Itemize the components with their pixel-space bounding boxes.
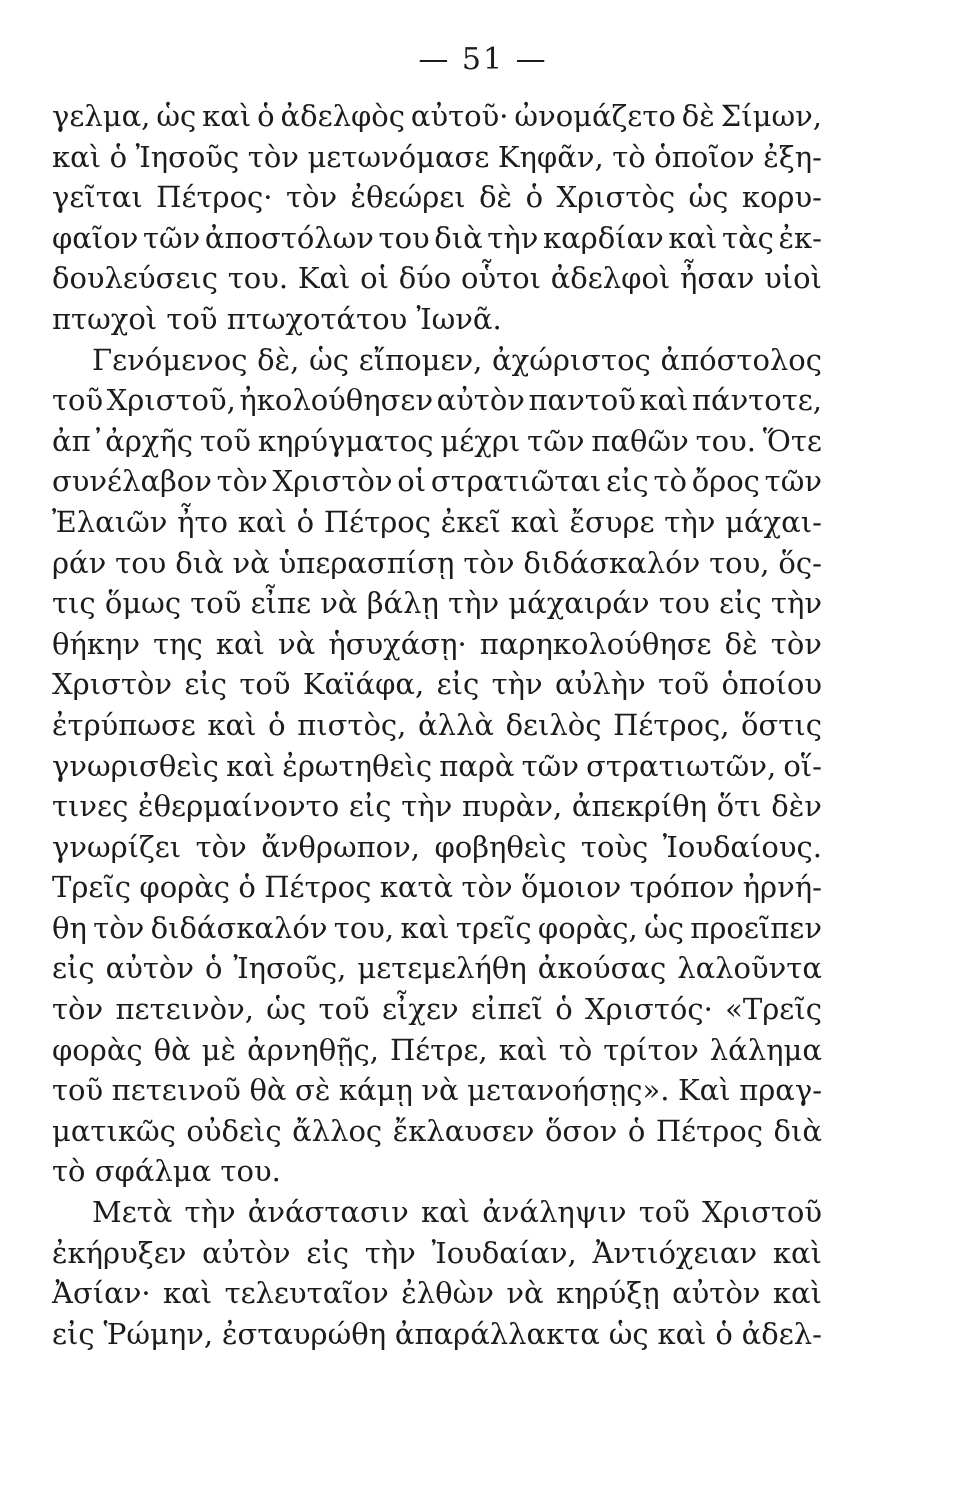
text-line: θήκην της καὶ νὰ ἡσυχάσῃ· παρηκολούθησε δὲ τὸν: [52, 626, 822, 661]
text-line: ἀπ᾽ἀρχῆς τοῦ κηρύγματος μέχρι τῶν παθῶν του. Ὅτε: [52, 423, 822, 458]
text-line: γνωρίζει τὸν ἄνθρωπον, φοβηθεὶς τοὺς Ἰουδαίους.: [52, 829, 822, 864]
text-line: τοῦ πετεινοῦ θὰ σὲ κάμῃ νὰ μετανοήσῃς». Καὶ πραγ-: [52, 1073, 822, 1108]
page-number: — 51 —: [418, 42, 548, 77]
text-line: θη τὸν διδάσκαλόν του, καὶ τρεῖς φορὰς, ὡς προεῖπεν: [52, 910, 822, 945]
text-line: τινες ἐθερμαίνοντο εἰς τὴν πυρὰν, ἀπεκρίθη ὅτι δὲν: [52, 789, 822, 824]
text-line: τὸ σφάλμα του.: [52, 1154, 281, 1189]
text-line: ματικῶς οὐδεὶς ἄλλος ἔκλαυσεν ὅσον ὁ Πέτρος διὰ: [52, 1113, 822, 1148]
text-line: Χριστὸν εἰς τοῦ Καϊάφα, εἰς τὴν αὐλὴν τοῦ ὁποίου: [52, 667, 822, 702]
text-line: τοῦ Χριστοῦ, ἠκολούθησεν αὐτὸν παντοῦ καὶ πάντοτε,: [52, 383, 822, 418]
text-line: τὸν πετεινὸν, ὡς τοῦ εἶχεν εἰπεῖ ὁ Χριστός· «Τρεῖς: [52, 992, 822, 1027]
text-line: γνωρισθεὶς καὶ ἐρωτηθεὶς παρὰ τῶν στρατιωτῶν, οἵ-: [52, 748, 822, 783]
text-line: δουλεύσεις του. Καὶ οἱ δύο οὗτοι ἀδελφοὶ ἦσαν υἱοὶ: [52, 261, 822, 296]
text-line: πτωχοὶ τοῦ πτωχοτάτου Ἰωνᾶ.: [52, 301, 502, 336]
text-line: ἐκήρυξεν αὐτὸν εἰς τὴν Ἰουδαίαν, Ἀντιόχειαν καὶ: [52, 1235, 822, 1270]
text-line: Ἐλαιῶν ἦτο καὶ ὁ Πέτρος ἐκεῖ καὶ ἔσυρε τὴν μάχαι-: [52, 504, 822, 539]
text-line: Μετὰ τὴν ἀνάστασιν καὶ ἀνάληψιν τοῦ Χριστοῦ: [92, 1195, 822, 1230]
text-line: φορὰς θὰ μὲ ἀρνηθῇς, Πέτρε, καὶ τὸ τρίτον λάλημα: [52, 1032, 822, 1067]
text-line: ράν του διὰ νὰ ὑπερασπίσῃ τὸν διδάσκαλόν του, ὅς-: [52, 545, 822, 580]
text-line: φαῖον τῶν ἀποστόλων του διὰ τὴν καρδίαν καὶ τὰς ἐκ-: [52, 220, 822, 255]
text-line: Γενόμενος δὲ, ὡς εἴπομεν, ἀχώριστος ἀπόστολος: [92, 342, 822, 377]
text-line: ἐτρύπωσε καὶ ὁ πιστὸς, ἀλλὰ δειλὸς Πέτρος, ὅστις: [52, 707, 822, 742]
text-line: συνέλαβον τὸν Χριστὸν οἱ στρατιῶται εἰς τὸ ὄρος τῶν: [52, 464, 822, 499]
text-line: καὶ ὁ Ἰησοῦς τὸν μετωνόμασε Κηφᾶν, τὸ ὁποῖον ἐξη-: [52, 139, 822, 174]
text-line: Ἀσίαν· καὶ τελευταῖον ἐλθὼν νὰ κηρύξῃ αὐτὸν καὶ: [52, 1276, 822, 1311]
text-line: εἰς αὐτὸν ὁ Ἰησοῦς, μετεμελήθη ἀκούσας λαλοῦντα: [52, 951, 822, 986]
text-line: τις ὅμως τοῦ εἶπε νὰ βάλῃ τὴν μάχαιράν του εἰς τὴν: [52, 586, 822, 621]
text-line: γεῖται Πέτρος· τὸν ἐθεώρει δὲ ὁ Χριστὸς ὡς κορυ-: [52, 180, 822, 215]
text-line: γελμα, ὡς καὶ ὁ ἀδελφὸς αὐτοῦ· ὠνομάζετο δὲ Σίμων,: [52, 99, 822, 133]
text-line: εἰς Ῥώμην, ἐσταυρώθη ἀπαράλλακτα ὡς καὶ ὁ ἀδελ-: [52, 1316, 822, 1351]
body-text: [52, 96, 822, 1354]
text-line: Τρεῖς φορὰς ὁ Πέτρος κατὰ τὸν ὅμοιον τρόπον ἠρνή-: [52, 870, 822, 905]
